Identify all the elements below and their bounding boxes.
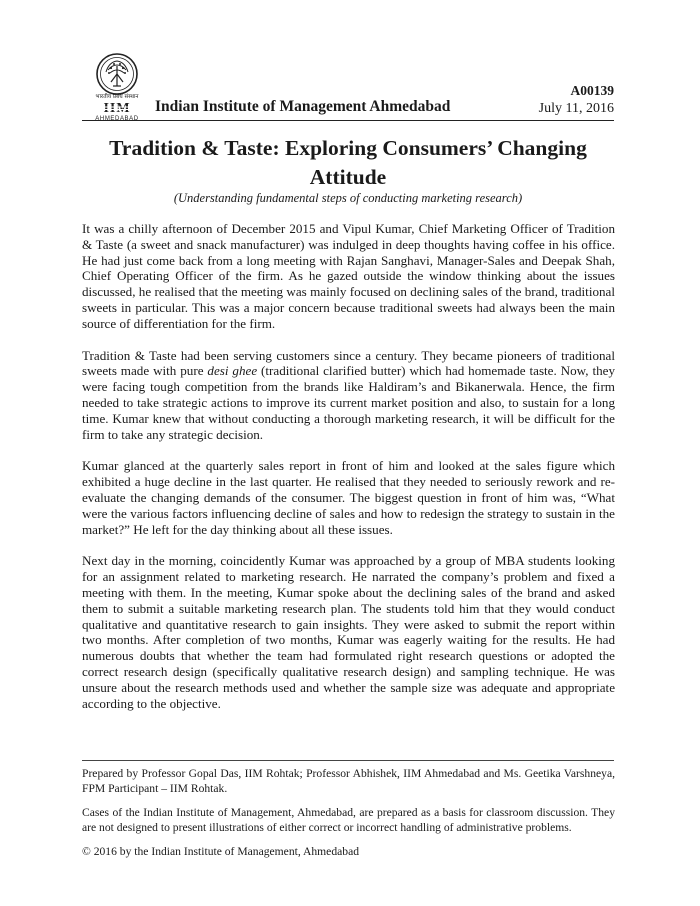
case-date: July 11, 2016	[538, 101, 614, 116]
disclaimer-note: Cases of the Indian Institute of Management, Ahmedabad, are prepared as a basis for classroom discussion. They are not designed to present illustrations of either correct or incorrect handling of administrative problems.	[82, 806, 615, 834]
paragraph-2-text-b: (traditional clarified butter) which had homemade taste. Now, they were facing tough competition from the brands like Haldiram’s and Bikanerwala. Hence, the firm needed to take strategic actions to improve its current market position and also, to sustain for a long time. Kumar knew that without conducting a thorough marketing research, it will be difficult for the firm to take any strategic decision.	[82, 363, 615, 442]
svg-text:IIM: IIM	[103, 101, 131, 116]
paragraph-4: Next day in the morning, coincidently Kumar was approached by a group of MBA students looking for an assignment related to marketing research. He narrated the company’s problem and fixed a meeting with them. In the meeting, Kumar spoke about the declining sales of the brand and asked them to submit a suitable marketing research plan. The students told him that they would conduct qualitative and quantitative research to gain insights. They were asked to submit the report within two months. After completion of two months, Kumar was eagerly waiting for the results. He had numerous doubts that whether the team had formulated right research questions or adopted the correct research design (specifically qualitative research design) and sampling technique. He was unsure about the research methods used and whether the sample size was adequate and appropriate according to the objective.	[82, 553, 615, 711]
svg-text:AHMEDABAD: AHMEDABAD	[95, 116, 139, 122]
iim-ahmedabad-logo-icon	[82, 52, 152, 122]
case-body	[82, 221, 615, 727]
case-id: A00139	[570, 83, 614, 98]
paragraph-2-emphasis: desi ghee	[207, 363, 258, 379]
copyright-note: © 2016 by the Indian Institute of Management, Ahmedabad	[82, 845, 360, 858]
paragraph-2-text-a: Tradition & Taste had been serving customers since a century. They became pioneers of traditional sweets made with pure	[82, 347, 615, 379]
footer-divider	[82, 760, 614, 761]
prepared-by-note: Prepared by Professor Gopal Das, IIM Rohtak; Professor Abhishek, IIM Ahmedabad and Ms. Geetika Varshneya, FPM Participant – IIM Rohtak.	[82, 767, 615, 795]
footnotes	[82, 766, 615, 868]
paragraph-1: It was a chilly afternoon of December 2015 and Vipul Kumar, Chief Marketing Officer of Tradition & Taste (a sweet and snack manufacturer) was indulged in deep thoughts having coffee in his office. He had just come back from a long meeting with Rajan Sanghavi, Manager-Sales and Deepak Shah, Chief Operating Officer of the firm. As he gazed outside the window thinking about the issues discussed, he realised that the meeting was mainly focused on declining sales of the brand, traditional sweets in particular. This was a major concern because traditional sweets had always been the main source of differentiation for the firm.	[82, 221, 615, 331]
document-title: Tradition & Taste: Exploring Consumers’ Changing Attitude	[109, 136, 587, 189]
document-subtitle: (Understanding fundamental steps of conducting marketing research)	[173, 191, 523, 205]
header-divider	[82, 120, 614, 121]
institute-name: Indian Institute of Management Ahmedabad	[155, 98, 451, 115]
paragraph-3: Kumar glanced at the quarterly sales report in front of him and looked at the sales figure which exhibited a huge decline in the last quarter. He realised that they needed to seriously rework and re-evaluate the changing demands of the consumer. The biggest question in front of him was, “What were the various factors influencing decline of sales and how to redesign the strategy to sustain in the market?” He left for the day thinking about all these issues.	[82, 458, 615, 537]
svg-text:भारतीय प्रबंध संस्थान: भारतीय प्रबंध संस्थान	[95, 94, 139, 100]
paragraph-2	[82, 348, 615, 443]
